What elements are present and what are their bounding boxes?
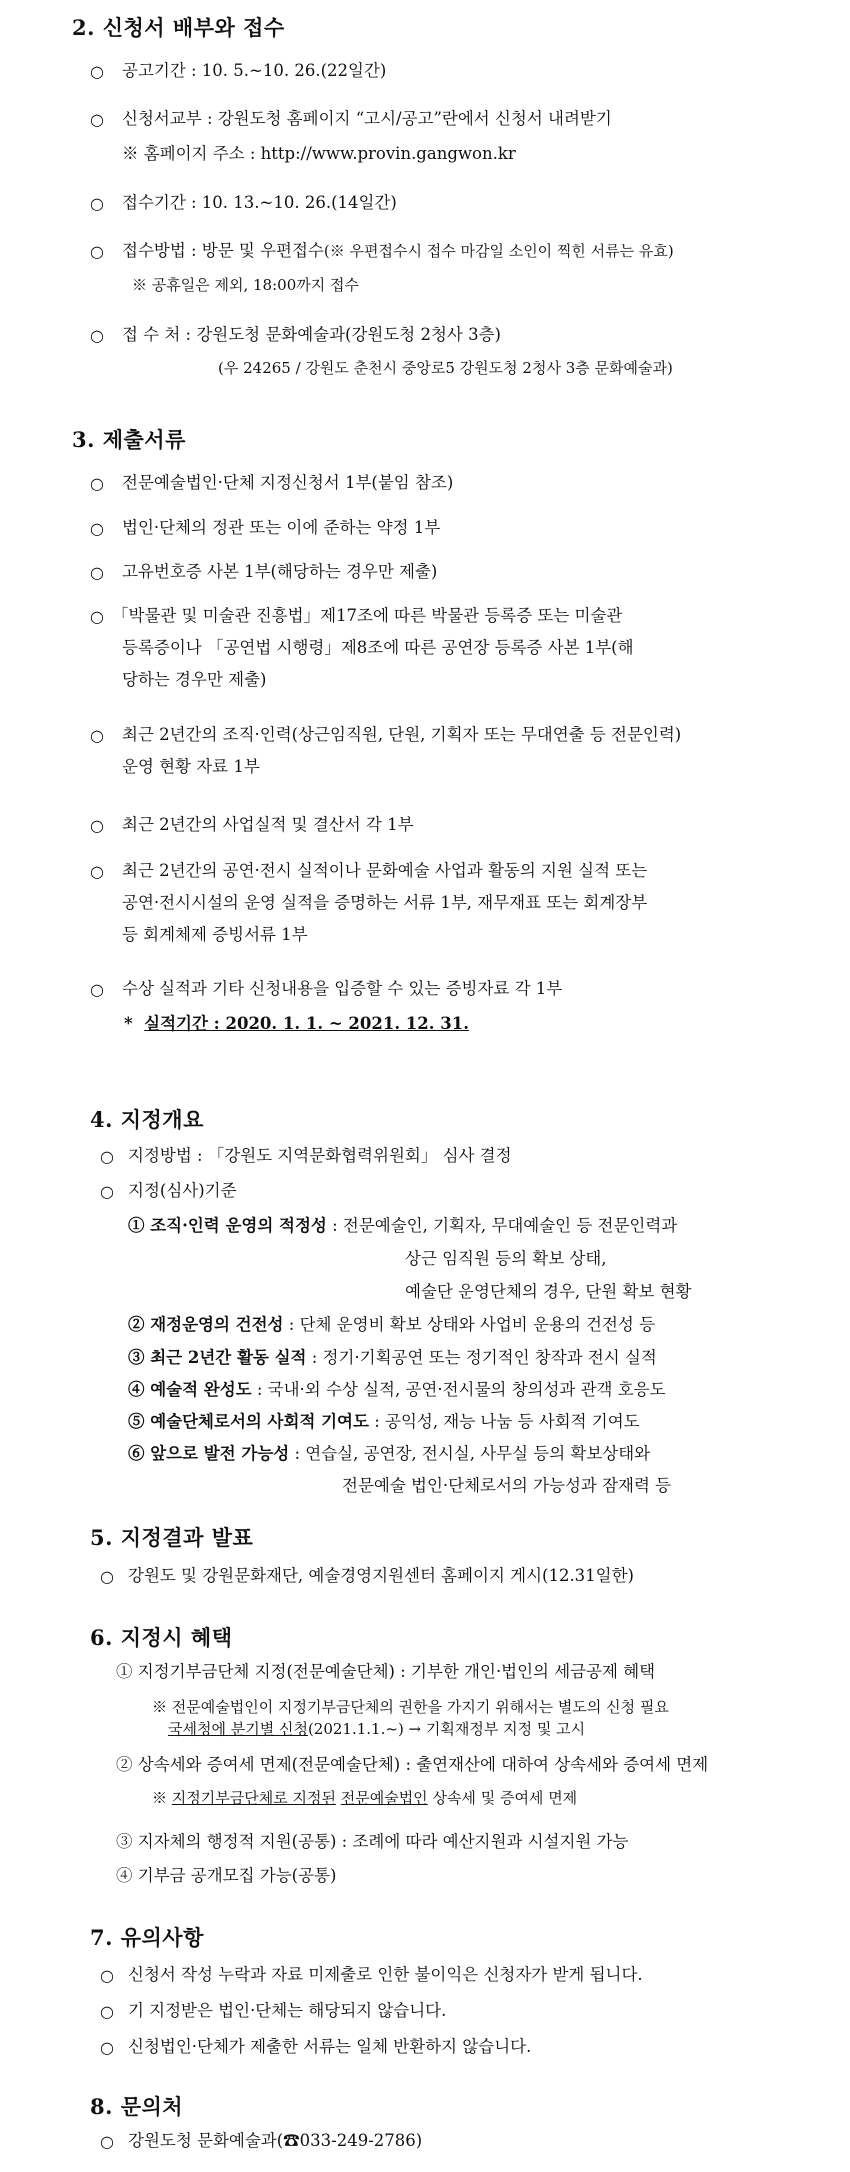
- reception-method-text: 접수방법 : 방문 및 우편접수: [122, 241, 324, 260]
- doc-item-6: 최근 2년간의 사업실적 및 결산서 각 1부: [122, 815, 414, 834]
- doc-item-3: 고유번호증 사본 1부(해당하는 경우만 제출): [122, 562, 438, 581]
- bullet: ○: [100, 1182, 114, 1201]
- bullet: ○: [90, 242, 104, 261]
- bullet: ○: [100, 1966, 114, 1985]
- doc-item-7-line-2: 공연·전시시설의 운영 실적을 증명하는 서류 1부, 재무재표 또는 회계장부: [122, 893, 648, 912]
- reception-method-note: (※ 우편접수시 접수 마감일 소인이 찍힌 서류는 유효): [323, 242, 674, 260]
- bullet: ○: [90, 62, 104, 81]
- benefit-1-note-1: ※ 전문예술법인이 지정기부금단체의 권한을 가지기 위해서는 별도의 신청 필요: [152, 1698, 669, 1716]
- benefit-2: ② 상속세와 증여세 면제(전문예술단체) : 출연재산에 대하여 상속세와 증여세 면제: [116, 1755, 709, 1774]
- benefit-2-note-underlined-2: 전문예술법인: [340, 1789, 428, 1807]
- bullet: ○: [90, 474, 104, 493]
- criterion-1-title: ① 조직·인력 운영의 적정성: [128, 1216, 327, 1235]
- criterion-5-text: : 공익성, 재능 나눔 등 사회적 기여도: [368, 1412, 640, 1431]
- criterion-6-title: ⑥ 앞으로 발전 가능성: [128, 1444, 290, 1463]
- benefit-2-note-prefix: ※: [152, 1789, 172, 1807]
- benefit-1-note-2-underlined: 국세청에 분기별 신청: [168, 1720, 308, 1738]
- criterion-3: [128, 1350, 657, 1367]
- reception-place: 접 수 처 : 강원도청 문화예술과(강원도청 2청사 3층): [122, 325, 501, 344]
- section-3-heading: 3. 제출서류: [72, 427, 186, 452]
- bullet: ○: [90, 326, 104, 345]
- bullet: ○: [90, 519, 104, 538]
- reception-address: (우 24265 / 강원도 춘천시 중앙로5 강원도청 2청사 3층 문화예술과): [218, 359, 673, 377]
- contact-info: 강원도청 문화예술과(☎033-249-2786): [128, 2131, 423, 2150]
- criterion-3-text: : 정기·기획공연 또는 정기적인 창작과 전시 실적: [306, 1348, 657, 1367]
- bullet: ○: [90, 816, 104, 835]
- doc-item-5-line-1: 최근 2년간의 조직·인력(상근임직원, 단원, 기획자 또는 무대연출 등 전문인력): [122, 725, 682, 744]
- bullet: ○: [100, 2038, 114, 2057]
- bullet: ○: [100, 2132, 114, 2151]
- benefit-2-note: [152, 1791, 577, 1806]
- doc-item-7-line-3: 등 회계체제 증빙서류 1부: [122, 925, 308, 944]
- section-6-heading: 6. 지정시 혜택: [90, 1625, 233, 1650]
- bullet: ○: [90, 110, 104, 129]
- benefit-1-note-2-rest: (2021.1.1.~) → 기획재정부 지정 및 고시: [307, 1720, 586, 1738]
- criterion-4-title: ④ 예술적 완성도: [128, 1380, 252, 1399]
- criterion-4-text: : 국내·외 수상 실적, 공연·전시물의 창의성과 관객 호응도: [251, 1380, 666, 1399]
- caution-3: 신청법인·단체가 제출한 서류는 일체 반환하지 않습니다.: [128, 2037, 532, 2056]
- benefit-1-note-2: [168, 1722, 585, 1737]
- caution-1: 신청서 작성 누락과 자료 미제출로 인한 불이익은 신청자가 받게 됩니다.: [128, 1965, 643, 1984]
- bullet: ○: [90, 980, 104, 999]
- criterion-1-line-3: 예술단 운영단체의 경우, 단원 확보 현황: [405, 1282, 692, 1301]
- doc-item-4-line-1: 「박물관 및 미술관 진흥법」제17조에 따른 박물관 등록증 또는 미술관: [112, 606, 623, 625]
- criterion-5-title: ⑤ 예술단체로서의 사회적 기여도: [128, 1412, 369, 1431]
- criterion-6-line-2: 전문예술 법인·단체로서의 가능성과 잠재력 등: [342, 1476, 672, 1495]
- criterion-6-text: : 연습실, 공연장, 전시실, 사무실 등의 확보상태와: [289, 1444, 651, 1463]
- bullet: ○: [100, 2002, 114, 2021]
- criterion-3-title: ③ 최근 2년간 활동 실적: [128, 1348, 307, 1367]
- benefit-2-note-underlined-1: 지정기부금단체로 지정된: [171, 1789, 336, 1807]
- bullet: ○: [100, 1567, 114, 1586]
- doc-item-4-line-2: 등록증이나 「공연법 시행령」제8조에 따른 공연장 등록증 사본 1부(해: [122, 638, 634, 657]
- caution-2: 기 지정받은 법인·단체는 해당되지 않습니다.: [128, 2001, 447, 2020]
- performance-period-text: 실적기간 : 2020. 1. 1. ~ 2021. 12. 31.: [144, 1014, 469, 1033]
- reception-method: [122, 243, 674, 260]
- bullet: ○: [90, 607, 104, 626]
- criterion-6: [128, 1446, 650, 1463]
- reception-period: 접수기간 : 10. 13.~10. 26.(14일간): [122, 193, 397, 212]
- doc-item-1: 전문예술법인·단체 지정신청서 1부(붙임 참조): [122, 473, 454, 492]
- criterion-1: [128, 1218, 677, 1235]
- doc-item-7-line-1: 최근 2년간의 공연·전시 실적이나 문화예술 사업과 활동의 지원 실적 또는: [122, 861, 648, 880]
- bullet: ○: [90, 726, 104, 745]
- section-5-heading: 5. 지정결과 발표: [90, 1525, 254, 1550]
- criterion-4: [128, 1382, 666, 1399]
- benefit-2-note-rest: 상속세 및 증여세 면제: [427, 1789, 578, 1807]
- criterion-5: [128, 1414, 640, 1431]
- homepage-address: ※ 홈페이지 주소 : http://www.provin.gangwon.kr: [122, 144, 516, 163]
- criteria-label: 지정(심사)기준: [128, 1181, 237, 1200]
- section-2-heading: 2. 신청서 배부와 접수: [72, 15, 285, 40]
- benefit-4: ④ 기부금 공개모집 가능(공통): [116, 1866, 337, 1885]
- bullet: ○: [90, 194, 104, 213]
- criterion-2-title: ② 재정운영의 건전성: [128, 1315, 284, 1334]
- bullet: ○: [100, 1147, 114, 1166]
- criterion-2-text: : 단체 운영비 확보 상태와 사업비 운용의 건전성 등: [283, 1315, 656, 1334]
- criterion-1-line-2: 상근 임직원 등의 확보 상태,: [405, 1249, 607, 1268]
- criterion-2: [128, 1317, 655, 1334]
- benefit-3: ③ 지자체의 행정적 지원(공통) : 조례에 따라 예산지원과 시설지원 가능: [116, 1832, 629, 1851]
- section-4-heading: 4. 지정개요: [90, 1107, 204, 1132]
- doc-item-8: 수상 실적과 기타 신청내용을 입증할 수 있는 증빙자료 각 1부: [122, 979, 563, 998]
- designation-method: 지정방법 : 「강원도 지역문화협력위원회」 심사 결정: [128, 1146, 512, 1165]
- star-marker: *: [124, 1014, 133, 1033]
- criterion-1-text: : 전문예술인, 기획자, 무대예술인 등 전문인력과: [326, 1216, 678, 1235]
- holiday-note: ※ 공휴일은 제외, 18:00까지 접수: [132, 276, 359, 294]
- doc-item-5-line-2: 운영 현황 자료 1부: [122, 757, 260, 776]
- doc-item-2: 법인·단체의 정관 또는 이에 준하는 약정 1부: [122, 518, 441, 537]
- section-7-heading: 7. 유의사항: [90, 1925, 204, 1950]
- distribution: 신청서교부 : 강원도청 홈페이지 “고시/공고”란에서 신청서 내려받기: [122, 109, 612, 128]
- doc-item-4-line-3: 당하는 경우만 제출): [122, 670, 267, 689]
- bullet: ○: [90, 862, 104, 881]
- section-8-heading: 8. 문의처: [90, 2094, 184, 2119]
- bullet: ○: [90, 563, 104, 582]
- performance-period: [124, 1016, 469, 1033]
- announcement-text: 강원도 및 강원문화재단, 예술경영지원센터 홈페이지 게시(12.31일한): [128, 1566, 634, 1585]
- notice-period: 공고기간 : 10. 5.~10. 26.(22일간): [122, 61, 387, 80]
- benefit-1: ① 지정기부금단체 지정(전문예술단체) : 기부한 개인·법인의 세금공제 혜택: [116, 1662, 656, 1681]
